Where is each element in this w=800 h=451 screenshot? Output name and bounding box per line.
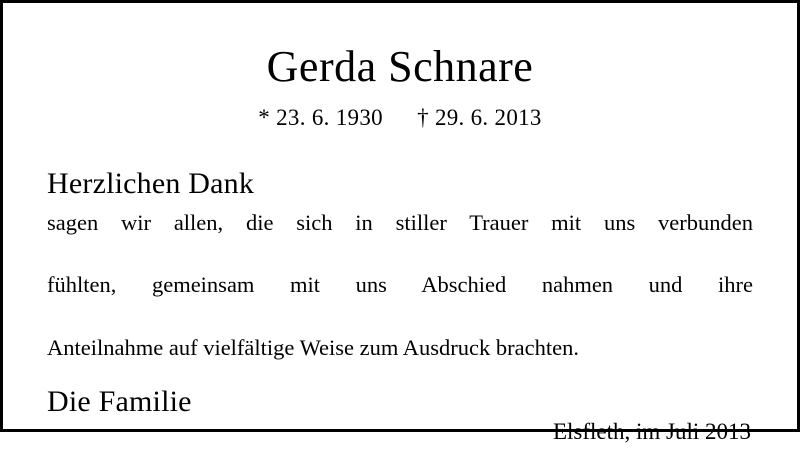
death-symbol: † — [417, 105, 429, 131]
birth-symbol: * — [258, 105, 271, 131]
deceased-name: Gerda Schnare — [266, 42, 534, 91]
body-line: sagen wir allen, die sich in stiller Trauer mit uns verbunden — [47, 210, 753, 236]
thanks-heading: Herzlichen Dank — [47, 167, 255, 201]
birth-date: 23. 6. 1930 — [276, 105, 383, 131]
place-and-date: Elsfleth, im Juli 2013 — [552, 418, 751, 444]
thanks-body — [47, 207, 753, 362]
death-date: 29. 6. 2013 — [434, 105, 542, 131]
body-line: fühlten, gemeinsam mit uns Abschied nahmen und ihre — [47, 272, 753, 298]
body-line: Anteilnahme auf vielfältige Weise zum Ausdruck brachten. — [47, 334, 579, 360]
life-dates — [47, 105, 753, 131]
family-signature: Die Familie — [47, 384, 192, 418]
